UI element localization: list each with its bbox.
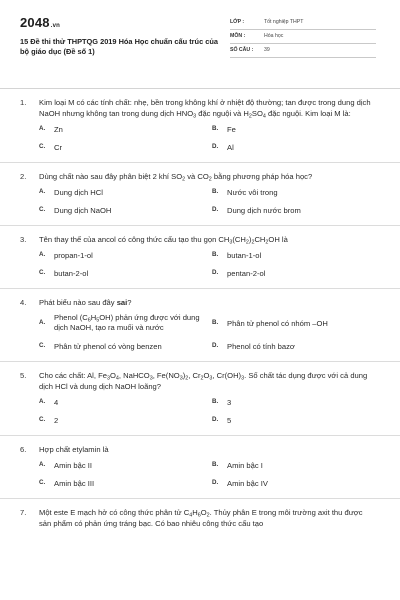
question-2: [20, 163, 376, 226]
logo-text: 2048: [20, 15, 50, 30]
header-left: [20, 16, 220, 57]
question-text: Phát biểu nào sau đây sai?: [39, 298, 132, 307]
question-number: 7.: [20, 507, 27, 517]
answer-option-a[interactable]: A. 4: [39, 397, 59, 407]
question-6: [20, 436, 376, 499]
logo-suffix: .vn: [50, 23, 61, 29]
meta-value: 39: [264, 47, 270, 54]
answer-option-d[interactable]: D. Al: [212, 143, 234, 152]
meta-label: LỚP :: [230, 19, 245, 26]
meta-label: MÔN :: [230, 33, 246, 40]
meta-value: Tốt nghiệp THPT: [264, 19, 304, 26]
question-number: 3.: [20, 235, 27, 244]
question-number: 2.: [20, 172, 27, 181]
answer-option-a[interactable]: A. Phenol $(C_6H_5OH)$ phản ứng được với dung dịch NaOH, tạo ra muối và nước: [39, 313, 200, 333]
answer-option-b[interactable]: B. Amin bậc I: [212, 460, 263, 470]
question-text: Cho các chất: Al, $Fe_3O_4$, NaHCO$_3$, $Fe(NO_3)_2$, $Cr_2O_3$, $Cr(OH)_3$. Số chất tác dụng được với cả dung dịch HCl và dung dịch NaOH loãng?: [39, 370, 368, 391]
question-7: [20, 499, 376, 529]
answer-options: [39, 250, 376, 279]
answer-option-b[interactable]: B. Fe: [212, 125, 236, 134]
question-5: [20, 362, 376, 436]
answer-option-a[interactable]: A. propan-1-ol: [39, 251, 93, 260]
answer-option-d[interactable]: D. Amin bậc IV: [212, 478, 268, 488]
question-number: 6.: [20, 444, 27, 454]
answer-option-d[interactable]: D. Phenol có tính bazơ: [212, 341, 295, 351]
meta-row-count: [230, 45, 376, 58]
meta-label: SỐ CÂU :: [230, 47, 254, 54]
answer-options: [39, 397, 376, 426]
document-header: [20, 16, 376, 88]
question-1: [20, 89, 376, 163]
meta-value: Hóa học: [264, 33, 284, 40]
question-text: Một este E mạch hở có công thức phân tử $C_4H_6O_2$. Thủy phân E trong môi trường axit thu được sản phẩm có phản ứng tráng bạc. Có bao nhiêu công thức cấu tạo: [39, 507, 363, 528]
answer-options: [39, 124, 376, 153]
answer-option-c[interactable]: C. 2: [39, 415, 59, 425]
document-meta: [230, 17, 376, 59]
answer-option-c[interactable]: C. Phân tử phenol có vòng benzen: [39, 341, 162, 351]
answer-option-d[interactable]: D. 5: [212, 415, 232, 425]
meta-row-class: [230, 17, 376, 30]
question-number: 4.: [20, 298, 27, 307]
answer-option-a[interactable]: A. Zn: [39, 125, 63, 134]
question-text: Tên thay thế của ancol có công thức cấu tạo thu gọn $CH_3(CH_2)_2CH_2OH$ là: [39, 235, 288, 246]
answer-option-a[interactable]: A. Amin bậc II: [39, 460, 92, 470]
question-number: 5.: [20, 370, 27, 380]
answer-options: [39, 460, 376, 489]
question-number: 1.: [20, 98, 27, 107]
question-3: [20, 226, 376, 289]
document-title: 15 Đề thi thử THPTQG 2019 Hóa Học chuẩn cấu trúc của bộ giáo dục (Đề số 1): [20, 37, 218, 56]
answer-option-b[interactable]: B. Nước vôi trong: [212, 188, 278, 197]
answer-option-c[interactable]: C. butan-2-ol: [39, 269, 89, 278]
answer-option-c[interactable]: C. Amin bậc III: [39, 478, 95, 488]
answer-options: [39, 313, 376, 352]
answer-option-c[interactable]: C. Dung dịch NaOH: [39, 206, 112, 215]
meta-row-subject: [230, 31, 376, 44]
answer-option-c[interactable]: C. Cr: [39, 143, 63, 152]
question-text: Dùng chất nào sau đây phân biệt 2 khí $SO_2$ và $CO_2$ bằng phương pháp hóa học?: [39, 172, 313, 183]
answer-option-a[interactable]: A. Dung dịch HCl: [39, 188, 103, 197]
question-4: [20, 289, 376, 362]
answer-option-b[interactable]: B. 3: [212, 397, 232, 407]
answer-options: [39, 187, 376, 216]
answer-option-d[interactable]: D. Dung dịch nước brom: [212, 206, 301, 215]
answer-option-b[interactable]: B. Phân tử phenol có nhóm –OH: [212, 318, 328, 328]
question-text: Kim loại M có các tính chất: nhẹ, bền trong không khí ở nhiệt độ thường; tan được trong dung dịch NaOH nhưng không tan trong dung dịch $HNO_3$ đặc nguội và $H_2SO_4$ đặc nguội. Kim loại M là:: [39, 98, 371, 120]
answer-option-b[interactable]: B. butan-1-ol: [212, 251, 262, 260]
site-logo[interactable]: [20, 16, 220, 33]
answer-option-d[interactable]: D. pentan-2-ol: [212, 269, 266, 278]
question-text: Hợp chất etylamin là: [39, 444, 109, 454]
